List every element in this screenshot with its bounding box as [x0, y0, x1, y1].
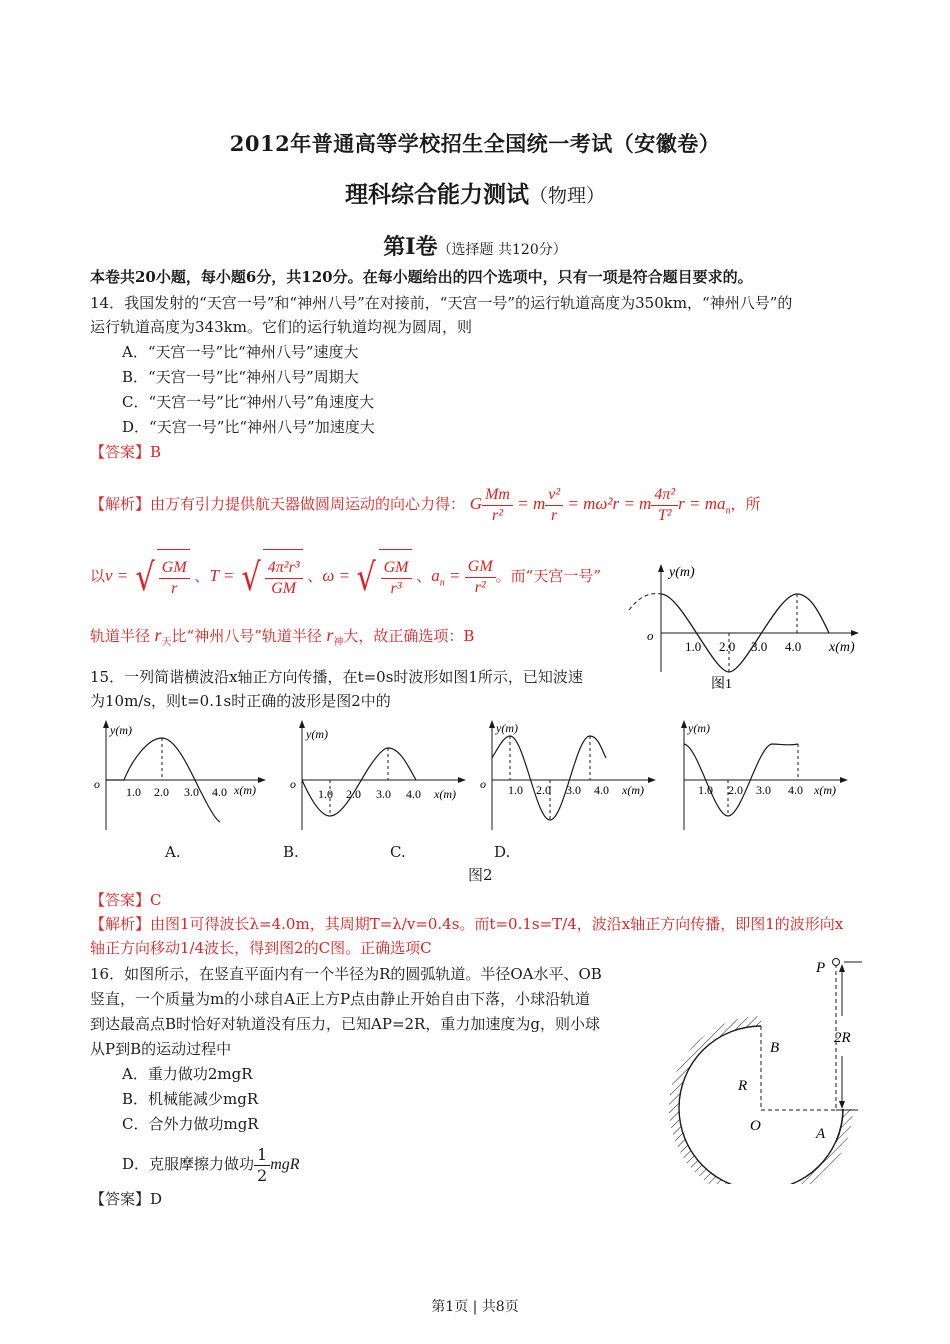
label-o: O — [750, 1118, 761, 1134]
fig2-label-a: A. — [165, 843, 181, 861]
q14-option-a: A．“天宫一号”比“神州八号”速度大 — [122, 343, 359, 361]
panel-c-x-arrow — [648, 777, 656, 783]
q14-stem-2: 运行轨道高度为343km。它们的运行轨道均视为圆周，则 — [90, 318, 472, 336]
label-a: A — [816, 1126, 826, 1142]
label-r: R — [738, 1078, 748, 1094]
panel-d-tick-3: 3.0 — [756, 783, 771, 797]
fig1-y-arrow — [658, 564, 664, 572]
label-p: P — [816, 960, 826, 976]
panel-d-y-arrow — [681, 720, 687, 728]
fig2-label-c: C. — [390, 843, 406, 861]
q16-stem-4: 从P到B的运动过程中 — [90, 1040, 232, 1058]
q16-stem-2: 竖直，一个质量为m的小球自A正上方P点由静止开始自由下落，小球沿轨道 — [90, 990, 591, 1008]
fig2-label-d: D. — [494, 843, 511, 861]
q15-analysis-2: 轴正方向移动1/4波长，得到图2的C图。正确选项C — [90, 939, 432, 957]
q16-stem-1: 16．如图所示，在竖直平面内有一个半径为R的圆弧轨道。半径OA水平、OB — [90, 965, 602, 983]
q16-option-c: C．合外力做功mgR — [122, 1115, 259, 1133]
q16-option-a: A．重力做功2mgR — [122, 1065, 253, 1083]
fig1-tick-4: 4.0 — [785, 639, 802, 654]
panel-c-wave — [492, 736, 606, 820]
panel-b-y-arrow — [299, 720, 305, 728]
panel-c-tick-4: 4.0 — [594, 783, 609, 797]
fig1-origin: o — [647, 628, 654, 643]
panel-a-y-arrow — [103, 720, 109, 728]
fig2-panel-b — [290, 720, 466, 830]
q14-option-c: C．“天宫一号”比“神州八号”角速度大 — [122, 393, 375, 411]
panel-a-y-label: y(m) — [110, 723, 132, 737]
q14-analysis-2: 以v = √ $\frac{GM}{r}$ 、T = √ $\frac{\text{4π²r³}}{GM}$ 、ω = √ $\frac{GM}{\text{r³}}$ 、$a_n$ = $\frac{GM}{\text{r²}}$ 。而“天宫一号” — [90, 548, 601, 611]
panel-d-tick-1: 1.0 — [698, 783, 713, 797]
panel-d-x-label: x(m) — [814, 783, 836, 797]
panel-c-x-label: x(m) — [622, 783, 644, 797]
panel-b-tick-2: 2.0 — [346, 787, 361, 801]
q16-answer: 【答案】D — [90, 1190, 163, 1208]
panel-d-tick-4: 4.0 — [788, 783, 803, 797]
fig1-tick-1: 1.0 — [685, 639, 702, 654]
panel-a-tick-4: 4.0 — [212, 785, 227, 799]
q14-analysis-1: 【解析】由万有引力提供航天器做圆周运动的向心力得： G $\frac{Mm}{\text{r²}}$ = m $\frac{\text{v²}}{r}$ = mω²r = m $\frac{\text{4π²}}{\text{T²}}$ $r = ma_n$，所 — [90, 485, 761, 524]
panel-c-tick-3: 3.0 — [566, 783, 581, 797]
fig2-panel-a — [94, 720, 266, 830]
q15-answer: 【答案】C — [90, 891, 162, 909]
panel-c-y-arrow — [489, 720, 495, 728]
q14-analysis-3: 轨道半径 $r_天$比“神州八号”轨道半径 $r_神$大，故正确选项：B — [90, 625, 475, 648]
dim-arrowhead-down — [839, 1101, 845, 1109]
dim-arrowhead-up — [839, 964, 845, 972]
q15-stem-2: 为10m/s，则t=0.1s时正确的波形是图2中的 — [90, 692, 391, 710]
subject-title: 理科综合能力测试（物理） — [344, 181, 605, 208]
panel-c-origin: o — [480, 777, 486, 791]
figure-1 — [625, 562, 865, 694]
figure-3 — [660, 952, 890, 1184]
fig1-tick-3: 3.0 — [751, 639, 768, 654]
panel-b-tick-3: 3.0 — [376, 787, 391, 801]
panel-b-x-label: x(m) — [434, 787, 456, 801]
fig1-x-label: x(m) — [829, 640, 855, 655]
panel-c-tick-2: 2.0 — [536, 783, 551, 797]
instructions: 本卷共20小题，每小题6分，共120分。在每小题给出的四个选项中，只有一项是符合题目要求的。 — [90, 268, 753, 286]
fig2-panel-c — [480, 720, 656, 830]
panel-a-tick-2: 2.0 — [154, 785, 169, 799]
fig2-label-b: B. — [283, 843, 299, 861]
figure-2 — [88, 716, 868, 836]
q14-option-d: D．“天宫一号”比“神州八号”加速度大 — [122, 418, 375, 436]
panel-b-wave — [302, 748, 416, 816]
panel-b-y-label: y(m) — [306, 727, 328, 741]
panel-b-x-arrow — [458, 777, 466, 783]
exam-title: 2012年普通高等学校招生全国统一考试（安徽卷） — [229, 131, 721, 156]
label-2r: 2R — [834, 1030, 851, 1046]
panel-a-tick-1: 1.0 — [126, 785, 141, 799]
fig2-panel-d — [681, 720, 848, 830]
part-title: 第I卷（选择题 共120分） — [383, 234, 567, 260]
q16-option-d: D．克服摩擦力做功 $\frac{1}{2}$ mgR — [122, 1144, 300, 1185]
q15-analysis-1: 【解析】由图1可得波长λ=4.0m，其周期T=λ/v=0.4s。而t=0.1s=T/4，波沿x轴正方向传播，即图1的波形向x — [90, 915, 844, 933]
fig1-dashed-wave — [629, 594, 661, 610]
fig1-y-label: y(m) — [669, 565, 695, 580]
q14-stem-1: 14．我国发射的“天宫一号”和“神州八号”在对接前，“天宫一号”的运行轨道高度为350km，“神州八号”的 — [90, 294, 793, 312]
panel-c-y-label: y(m) — [496, 721, 518, 735]
q14-answer: 【答案】B — [90, 443, 162, 461]
panel-a-origin: o — [94, 777, 100, 791]
q16-stem-3: 到达最高点B时恰好对轨道没有压力，已知AP=2R，重力加速度为g，则小球 — [90, 1015, 600, 1033]
panel-d-tick-2: 2.0 — [728, 783, 743, 797]
panel-b-origin: o — [290, 777, 296, 791]
q16-option-b: B．机械能减少mgR — [122, 1090, 259, 1108]
fig1-caption: 图1 — [711, 677, 732, 692]
panel-a-x-arrow — [258, 777, 266, 783]
label-b: B — [770, 1040, 780, 1056]
panel-b-tick-4: 4.0 — [406, 787, 421, 801]
ball-p — [833, 959, 840, 966]
fig1-x-arrow — [851, 630, 859, 636]
panel-b-tick-1: 1.0 — [318, 787, 333, 801]
panel-a-tick-3: 3.0 — [184, 785, 199, 799]
q15-stem-1: 15．一列简谐横波沿x轴正方向传播，在t=0s时波形如图1所示，已知波速 — [90, 668, 583, 686]
page-footer: 第1页 | 共8页 — [431, 1299, 519, 1315]
panel-a-x-label: x(m) — [234, 783, 256, 797]
panel-d-y-label: y(m) — [688, 721, 710, 735]
panel-c-tick-1: 1.0 — [508, 783, 523, 797]
fig1-tick-2: 2.0 — [719, 639, 736, 654]
fig2-caption: 图2 — [468, 866, 493, 884]
q14-option-b: B．“天宫一号”比“神州八号”周期大 — [122, 368, 359, 386]
panel-d-x-arrow — [840, 777, 848, 783]
